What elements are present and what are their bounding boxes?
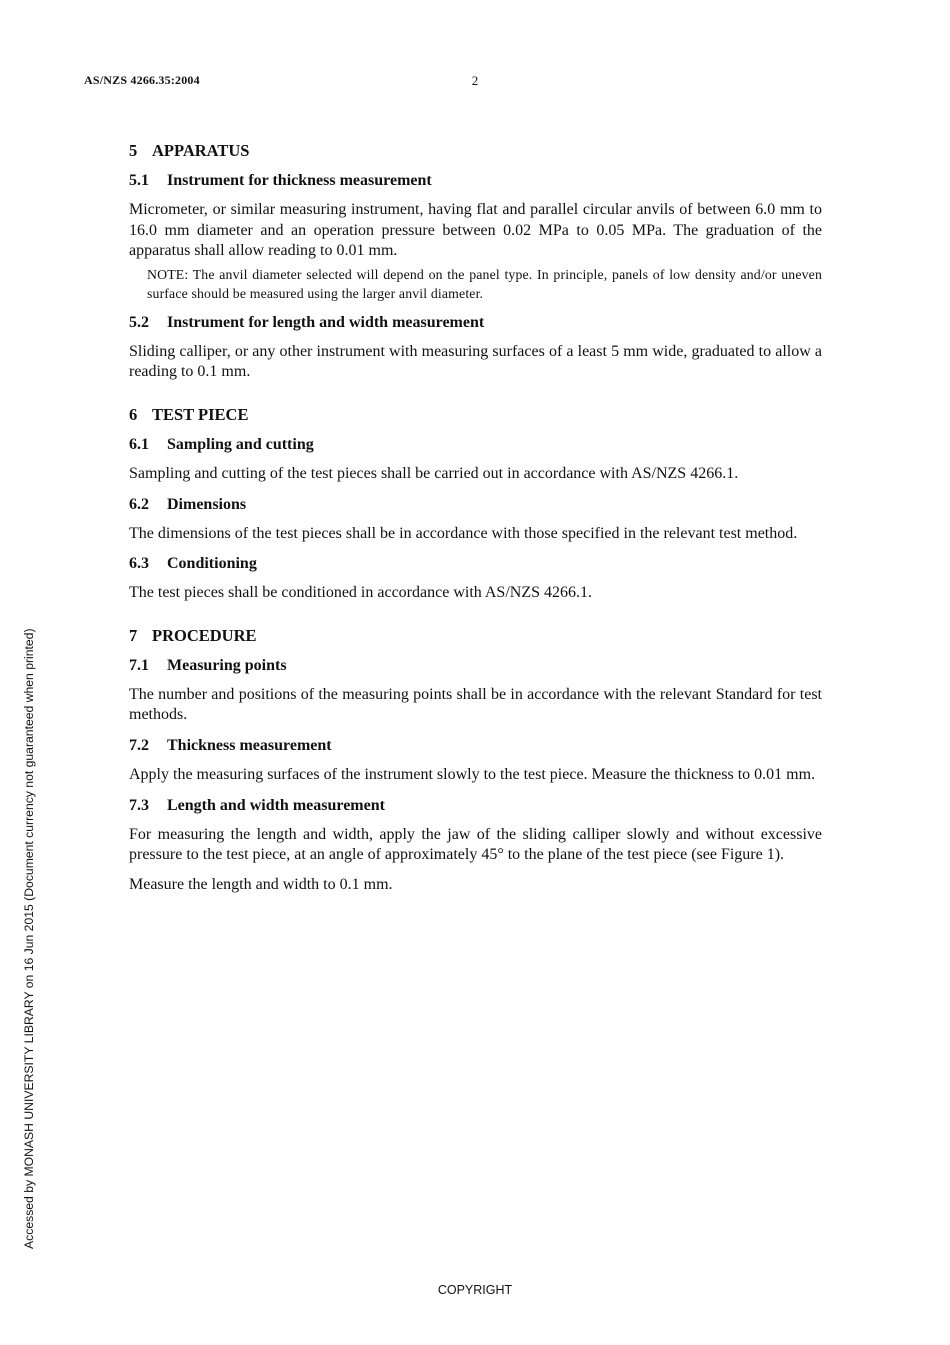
subsection-heading-conditioning xyxy=(129,553,822,575)
subsection-number: 7.3 xyxy=(129,796,149,814)
section-number: 5 xyxy=(129,141,138,160)
subsection-title: Thickness measurement xyxy=(167,736,332,754)
access-watermark: Accessed by MONASH UNIVERSITY LIBRARY on 16 Jun 2015 (Document currency not guaranteed when printed) xyxy=(22,628,36,1249)
paragraph: Micrometer, or similar measuring instrument, having flat and parallel circular anvils of between 6.0 mm to 16.0 mm diameter and an operation pressure between 0.02 MPa to 0.05 MPa. The graduation of the apparatus shall allow reading to 0.01 mm. xyxy=(129,201,822,260)
section-heading-test-piece xyxy=(129,404,822,426)
subsection-title: Instrument for length and width measurement xyxy=(167,313,485,331)
subsection-heading-length-width-measurement xyxy=(129,795,822,817)
page-number: 2 xyxy=(471,73,479,88)
section-number: 7 xyxy=(129,625,138,645)
subsection-heading-thickness-measurement xyxy=(129,735,822,757)
subsection-heading-thickness-instrument xyxy=(129,170,822,192)
subsection-number: 7.1 xyxy=(129,656,149,674)
document-body xyxy=(129,140,822,904)
subsection-number: 6.2 xyxy=(129,495,149,513)
section-title: TEST PIECE xyxy=(152,404,249,424)
subsection-title: Sampling and cutting xyxy=(167,435,314,453)
paragraph: The test pieces shall be conditioned in accordance with AS/NZS 4266.1. xyxy=(129,584,592,602)
paragraph: The number and positions of the measuring points shall be in accordance with the relevant Standard for test methods. xyxy=(129,685,822,724)
subsection-heading-sampling xyxy=(129,434,822,456)
subsection-title: Length and width measurement xyxy=(167,796,385,814)
subsection-number: 6.3 xyxy=(129,555,149,573)
subsection-number: 5.2 xyxy=(129,313,149,331)
subsection-title: Instrument for thickness measurement xyxy=(167,172,432,189)
section-number: 6 xyxy=(129,404,138,424)
paragraph: For measuring the length and width, apply the jaw of the sliding calliper slowly and without excessive pressure to the test piece, at an angle of approximately 45° to the plane of the test piece (see Figure 1). xyxy=(129,825,822,864)
section-title: PROCEDURE xyxy=(152,625,257,645)
paragraph: Measure the length and width to 0.1 mm. xyxy=(129,875,393,893)
paragraph: The dimensions of the test pieces shall be in accordance with those specified in the relevant test method. xyxy=(129,524,798,542)
paragraph: Sampling and cutting of the test pieces shall be carried out in accordance with AS/NZS 4266.1. xyxy=(129,464,739,482)
note-paragraph: NOTE: The anvil diameter selected will depend on the panel type. In principle, panels of low density and/or uneven surface should be measured using the larger anvil diameter. xyxy=(147,266,822,301)
subsection-title: Dimensions xyxy=(167,495,247,513)
copyright-footer: COPYRIGHT xyxy=(437,1283,513,1297)
section-title: APPARATUS xyxy=(152,141,250,160)
subsection-heading-dimensions xyxy=(129,494,822,516)
standard-designation: AS/NZS 4266.35:2004 xyxy=(84,73,200,87)
subsection-heading-length-width-instrument xyxy=(129,312,822,334)
subsection-number: 6.1 xyxy=(129,435,149,453)
subsection-number: 5.1 xyxy=(129,172,149,189)
subsection-title: Measuring points xyxy=(167,656,287,674)
paragraph: Sliding calliper, or any other instrument with measuring surfaces of a least 5 mm wide, graduated to allow a reading to 0.1 mm. xyxy=(129,342,822,381)
section-heading-apparatus xyxy=(129,140,822,162)
subsection-title: Conditioning xyxy=(167,555,257,573)
subsection-heading-measuring-points xyxy=(129,655,822,677)
section-heading-procedure xyxy=(129,625,822,647)
subsection-number: 7.2 xyxy=(129,736,149,754)
paragraph: Apply the measuring surfaces of the instrument slowly to the test piece. Measure the thickness to 0.01 mm. xyxy=(129,765,816,783)
